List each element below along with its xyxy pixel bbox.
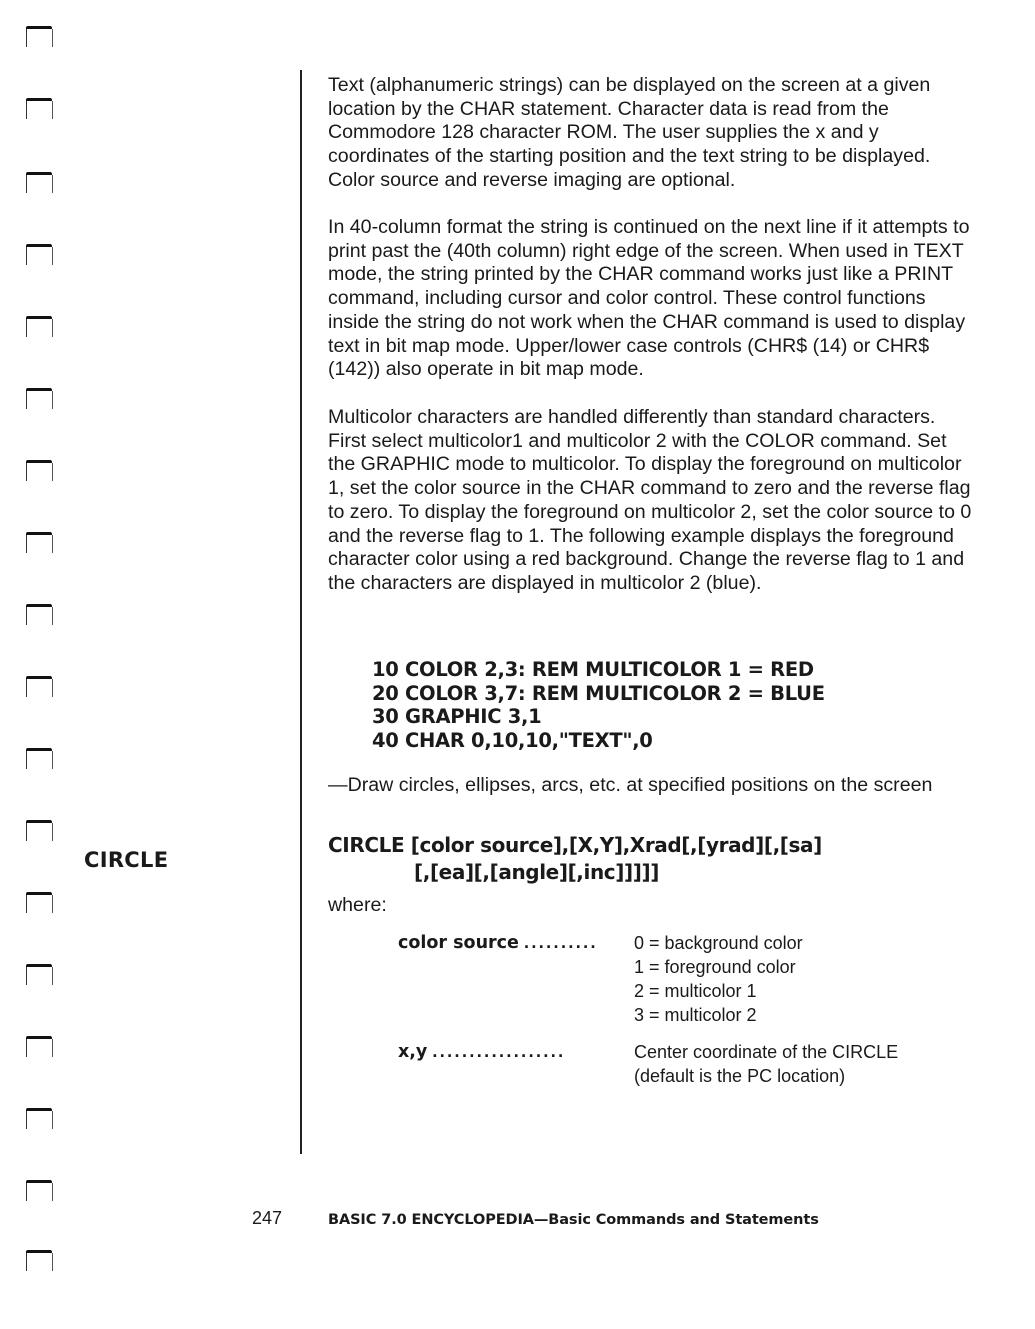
binding-hole xyxy=(26,1108,56,1168)
syntax-line: CIRCLE [color source],[X,Y],Xrad[,[yrad][,[sa] xyxy=(328,833,822,857)
binding-hole xyxy=(26,532,56,592)
page-number: 247 xyxy=(252,1208,283,1228)
param-name: x,y xyxy=(398,1042,428,1062)
where-label: where: xyxy=(328,894,387,916)
binding-hole xyxy=(26,460,56,520)
param-value: Center coordinate of the CIRCLE xyxy=(634,1042,899,1062)
code-example xyxy=(372,658,825,753)
code-line: 20 COLOR 3,7: REM MULTICOLOR 2 = BLUE xyxy=(372,681,825,705)
running-footer xyxy=(328,1212,819,1228)
binding-hole xyxy=(26,172,56,232)
binding-hole xyxy=(26,604,56,664)
binding-hole xyxy=(26,26,56,86)
param-value: 1 = foreground color xyxy=(634,957,796,977)
syntax-line: [,[ea][,[angle][,inc]]]]] xyxy=(414,860,659,884)
binding-hole xyxy=(26,388,56,448)
footer-title: BASIC 7.0 ENCYCLOPEDIA— xyxy=(328,1212,549,1228)
binding-hole xyxy=(26,98,56,158)
param-xy-values xyxy=(634,1040,898,1088)
section-heading-circle: CIRCLE xyxy=(84,848,169,872)
code-line: 10 COLOR 2,3: REM MULTICOLOR 1 = RED xyxy=(372,658,814,681)
param-name: color source xyxy=(398,933,519,953)
code-line: 30 GRAPHIC 3,1 xyxy=(372,705,542,729)
leader-dots: .................. xyxy=(432,1041,566,1061)
param-value: 2 = multicolor 1 xyxy=(634,981,757,1001)
binding-hole xyxy=(26,676,56,736)
param-value: 3 = multicolor 2 xyxy=(634,1005,757,1025)
binding-hole xyxy=(26,1180,56,1240)
paragraph-40-column: In 40-column format the string is continued on the next line if it attempts to print past the (40th column) right edge of the screen. When used in TEXT mode, the string printed by the CHAR command works just like a PRINT command, including cursor and color control. These control functions inside the string do not work when the CHAR command is used to display text in bit map mode. Upper/lower case controls (CHR$ (14) or CHR$ (142)) also operate in bit map mode. xyxy=(328,216,970,381)
param-color-source-values xyxy=(634,931,803,1027)
footer-subtitle: Basic Commands and Statements xyxy=(548,1212,819,1228)
paragraph-multicolor: Multicolor characters are handled differently than standard characters. First select multicolor1 and multicolor 2 with the COLOR command. Set the GRAPHIC mode to multicolor. To display the foreground on multicolor 1, set the color source in the CHAR command to zero and the reverse flag to zero. To display the foreground on multicolor 2, set the color source to 0 and the reverse flag to 1. The following example displays the foreground character color using a red background. Change the reverse flag to 1 and the characters are displayed in multicolor 2 (blue). xyxy=(328,406,972,594)
circle-syntax xyxy=(328,832,822,886)
binding-hole xyxy=(26,964,56,1024)
param-xy xyxy=(398,1039,566,1064)
param-color-source xyxy=(398,930,598,955)
binding-hole xyxy=(26,1250,56,1310)
binding-hole xyxy=(26,244,56,304)
code-line: 40 CHAR 0,10,10,"TEXT",0 xyxy=(372,729,653,753)
circle-description: —Draw circles, ellipses, arcs, etc. at specified positions on the screen xyxy=(328,774,933,796)
leader-dots: .......... xyxy=(523,932,598,952)
binding-hole xyxy=(26,316,56,376)
param-value: 0 = background color xyxy=(634,933,803,953)
column-rule xyxy=(300,70,302,1154)
param-value: (default is the PC location) xyxy=(634,1066,846,1086)
binding-hole xyxy=(26,748,56,808)
paragraph-char-intro: Text (alphanumeric strings) can be displayed on the screen at a given location by the CHAR statement. Character data is read from the Commodore 128 character ROM. The user supplies the x and y coordinates of the starting position and the text string to be displayed. Color source and reverse imaging are optional. xyxy=(328,74,931,191)
binding-holes xyxy=(22,0,62,1329)
binding-hole xyxy=(26,1036,56,1096)
binding-hole xyxy=(26,892,56,952)
binding-hole xyxy=(26,820,56,880)
